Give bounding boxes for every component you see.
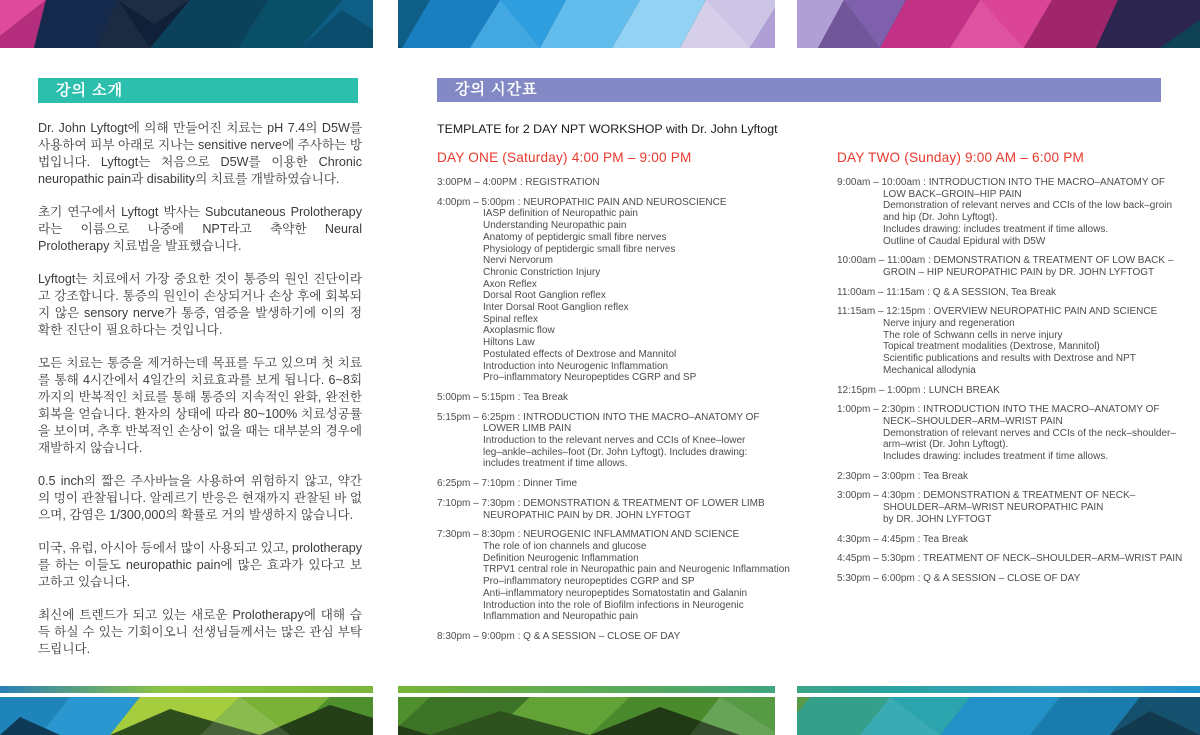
entry-time-title: 7:10pm – 7:30pm : DEMONSTRATION & TREATMENT OF LOWER LIMB <box>437 497 765 509</box>
entry-detail-line: Understanding Neuropathic pain <box>483 220 627 232</box>
schedule-entry <box>437 478 797 490</box>
bottom-gradient-strip <box>0 686 1200 693</box>
entry-time-title: 7:30pm – 8:30pm : NEUROGENIC INFLAMMATION AND SCIENCE <box>437 529 740 541</box>
entry-detail-line: Scientific publications and results with Dextrose and NPT <box>883 353 1136 365</box>
schedule-entry <box>837 490 1199 525</box>
entry-title-continuation: by DR. JOHN LYFTOGT <box>883 513 992 525</box>
intro-paragraphs <box>38 120 362 674</box>
day-two-heading: DAY TWO (Sunday) 9:00 AM – 6:00 PM <box>837 150 1085 165</box>
entry-title-continuation: NEUROPATHIC PAIN by DR. JOHN LYFTOGT <box>483 509 691 521</box>
entry-time-title: 3:00PM – 4:00PM : REGISTRATION <box>437 177 600 188</box>
entry-detail-line: Chronic Constriction Injury <box>483 266 601 278</box>
schedule-entry <box>837 177 1199 247</box>
entry-title-continuation: LOWER LIMB PAIN <box>483 423 572 435</box>
schedule-entry <box>837 255 1199 278</box>
schedule-entry <box>837 306 1199 376</box>
entry-detail-line: Demonstration of relevant nerves and CCIs of the neck–shoulder– <box>883 427 1176 439</box>
entry-time-title: 5:30pm – 6:00pm : Q & A SESSION – CLOSE OF DAY <box>837 572 1081 584</box>
entry-detail-line: Anti–inflammatory neuropeptides Somatostatin and Galanin <box>483 587 748 599</box>
polygon-art-top <box>0 0 1200 48</box>
entry-detail-line: Anatomy of peptidergic small fibre nerves <box>483 231 667 243</box>
fold-gap <box>373 0 398 48</box>
entry-time-title: 3:00pm – 4:30pm : DEMONSTRATION & TREATMENT OF NECK– <box>837 490 1136 502</box>
intro-section-title: 강의 소개 <box>56 82 124 99</box>
entry-detail-line: Pro–inflammatory Neuropeptides CGRP and SP <box>483 372 697 384</box>
schedule-entry <box>837 287 1199 299</box>
entry-detail-line: includes treatment if time allows. <box>483 458 628 470</box>
intro-paragraph: 미국, 유럽, 아시아 등에서 많이 사용되고 있고, prolotherapy를 하는 이들도 neuropathic pain에 많은 효과가 있다고 보고하고 있습니다. <box>38 541 362 589</box>
entry-time-title: 6:25pm – 7:10pm : Dinner Time <box>437 478 578 490</box>
schedule-entry <box>437 498 797 521</box>
entry-detail-line: Introduction into Neurogenic Inflammation <box>483 360 669 372</box>
entry-title-continuation: GROIN – HIP NEUROPATHIC PAIN by DR. JOHN LYFTOGT <box>883 266 1155 278</box>
entry-detail-line: Axoplasmic flow <box>483 325 555 337</box>
entry-detail-line: Outline of Caudal Epidural with D5W <box>883 235 1046 247</box>
entry-detail-line: Inflammation and Neuropathic pain <box>483 611 639 623</box>
entry-detail-line: The role of ion channels and glucose <box>483 540 647 552</box>
entry-detail-line: Pro–inflammatory neuropeptides CGRP and SP <box>483 576 695 588</box>
workshop-template-title: TEMPLATE for 2 DAY NPT WORKSHOP with Dr. John Lyftogt <box>437 122 778 136</box>
entry-time-title: 4:30pm – 4:45pm : Tea Break <box>837 533 969 545</box>
polygon-art-bottom <box>0 697 1200 735</box>
entry-detail-line: Dorsal Root Ganglion reflex <box>483 290 606 302</box>
schedule-entry <box>837 385 1199 397</box>
day-two-column <box>837 150 1199 593</box>
entry-time-title: 4:45pm – 5:30pm : TREATMENT OF NECK–SHOULDER–ARM–WRIST PAIN <box>837 553 1183 565</box>
entry-time-title: 10:00am – 11:00am : DEMONSTRATION & TREATMENT OF LOW BACK – <box>837 255 1174 267</box>
schedule-entry <box>437 529 797 623</box>
timetable-section-title: 강의 시간표 <box>455 81 538 98</box>
entry-title-continuation: NECK–SHOULDER–ARM–WRIST PAIN <box>883 415 1063 427</box>
schedule-entry <box>837 534 1199 546</box>
entry-time-title: 12:15pm – 1:00pm : LUNCH BREAK <box>837 384 1000 396</box>
schedule-entry <box>437 412 797 471</box>
entry-detail-line: Spinal reflex <box>483 313 539 325</box>
entry-detail-line: Introduction into the role of Biofilm infections in Neurogenic <box>483 599 744 611</box>
intro-paragraph: 최신에 트렌드가 되고 있는 새로운 Prolotherapy에 대해 습득 하실 수 있는 기회이오니 선생님들께서는 많은 관심 부탁드립니다. <box>38 608 362 656</box>
entry-detail-line: Axon Reflex <box>483 278 537 290</box>
entry-time-title: 9:00am – 10:00am : INTRODUCTION INTO THE MACRO–ANATOMY OF <box>837 177 1166 188</box>
intro-paragraph: 모든 치료는 통증을 제거하는데 목표를 두고 있으며 첫 치료를 통해 4시간에서 4일간의 치료효과를 보게 됩니다. 6~8회까지의 반복적인 치료를 통해 통증의 지속적인 완화, 완전한 회복을 얻습니다. 환자의 상태에 따라 80~100% 치료성공률을 보이며, 추후 반복적인 손상이 없을 때는 대부분의 경우에 재발하지 않습니다. <box>38 356 362 455</box>
entry-detail-line: Inter Dorsal Root Ganglion reflex <box>483 302 629 314</box>
entry-detail-line: Includes drawing: includes treatment if time allows. <box>883 223 1109 235</box>
entry-detail-line: leg–ankle–achiles–foot (Dr. John Lyftogt). Includes drawing: <box>483 446 748 458</box>
intro-paragraph: Lyftogt는 치료에서 가장 중요한 것이 통증의 원인 진단이라고 강조합니다. 통증의 원인이 손상되거나 손상 후에 회복되지 않은 sensory nerve가 통증, 염증을 발생하기에 이의 정확한 진단이 필요하다는 것입니다. <box>38 272 362 337</box>
entry-title-continuation: SHOULDER–ARM–WRIST NEUROPATHIC PAIN <box>883 502 1104 514</box>
schedule-entry <box>437 197 797 384</box>
entry-detail-line: Includes drawing: includes treatment if time allows. <box>883 451 1109 463</box>
entry-detail-line: Definition Neurogenic Inflammation <box>483 552 639 564</box>
entry-time-title: 5:15pm – 6:25pm : INTRODUCTION INTO THE MACRO–ANATOMY OF <box>437 411 760 423</box>
entry-detail-line: TRPV1 central role in Neuropathic pain and Neurogenic Inflammation <box>483 564 790 576</box>
day-one-heading: DAY ONE (Saturday) 4:00 PM – 9:00 PM <box>437 150 692 165</box>
entry-detail-line: Introduction to the relevant nerves and CCIs of Knee–lower <box>483 435 746 447</box>
fold-gap <box>373 686 398 735</box>
fold-gap <box>775 686 797 735</box>
entry-detail-line: The role of Schwann cells in nerve injury <box>883 329 1063 341</box>
intro-paragraph: Dr. John Lyftogt에 의해 만들어진 치료는 pH 7.4의 D5W를 사용하여 피부 아래로 지나는 sensitive nerve에 주사하는 방법입니다. Lyftogt는 처음으로 D5W를 이용한 Chronic neuropathic pain과 disability의 치료를 개발하였습니다. <box>38 121 362 186</box>
entry-time-title: 1:00pm – 2:30pm : INTRODUCTION INTO THE MACRO–ANATOMY OF <box>837 404 1160 416</box>
entry-time-title: 2:30pm – 3:00pm : Tea Break <box>837 470 969 482</box>
entry-detail-line: Mechanical allodynia <box>883 364 976 376</box>
entry-time-title: 11:15am – 12:15pm : OVERVIEW NEUROPATHIC PAIN AND SCIENCE <box>837 306 1158 318</box>
bottom-banner-polygon-art <box>0 686 1200 735</box>
intro-paragraph: 0.5 inch의 짧은 주사바늘을 사용하여 위험하지 않고, 약간의 멍이 관찰됩니다. 알레르기 반응은 현재까지 관찰된 바 없으며, 감염은 1/300,000의 확률로 거의 발생하지 않습니다. <box>38 474 362 522</box>
entry-detail-line: Topical treatment modalities (Dextrose, Mannitol) <box>883 341 1100 353</box>
entry-time-title: 8:30pm – 9:00pm : Q & A SESSION – CLOSE OF DAY <box>437 630 681 642</box>
schedule-entry <box>437 177 797 189</box>
top-banner-polygon-art <box>0 0 1200 48</box>
entry-detail-line: Nerve injury and regeneration <box>883 318 1015 330</box>
entry-detail-line: Nervi Nervorum <box>483 255 554 267</box>
intro-section-header <box>38 78 358 103</box>
entry-time-title: 4:00pm – 5:00pm : NEUROPATHIC PAIN AND NEUROSCIENCE <box>437 196 727 208</box>
entry-detail-line: arm–wrist (Dr. John Lyftogt). <box>883 439 1009 451</box>
day-two-entries <box>837 177 1199 585</box>
entry-title-continuation: LOW BACK–GROIN–HIP PAIN <box>883 188 1022 200</box>
fold-gap <box>775 0 797 48</box>
entry-detail-line: and hip (Dr. John Lyftogt). <box>883 212 998 224</box>
intro-paragraph: 초기 연구에서 Lyftogt 박사는 Subcutaneous Prolotherapy 라는 이름으로 나중에 NPT라고 축약한 Neural Prolotherapy 치료법을 발표했습니다. <box>38 205 362 253</box>
entry-detail-line: Postulated effects of Dextrose and Mannitol <box>483 348 677 360</box>
schedule-entry <box>437 631 797 643</box>
timetable-section-header <box>437 78 1161 102</box>
schedule-entry <box>837 553 1199 565</box>
entry-detail-line: Physiology of peptidergic small fibre nerves <box>483 243 676 255</box>
schedule-entry <box>837 573 1199 585</box>
schedule-entry <box>837 404 1199 463</box>
entry-detail-line: Demonstration of relevant nerves and CCIs of the low back–groin <box>883 200 1173 212</box>
entry-detail-line: Hiltons Law <box>483 337 535 349</box>
day-one-column <box>437 122 797 651</box>
schedule-entry <box>837 471 1199 483</box>
entry-time-title: 5:00pm – 5:15pm : Tea Break <box>437 391 569 403</box>
entry-detail-line: IASP definition of Neuropathic pain <box>483 208 638 220</box>
day-one-entries <box>437 177 797 643</box>
schedule-entry <box>437 392 797 404</box>
entry-time-title: 11:00am – 11:15am : Q & A SESSION, Tea Break <box>837 286 1057 298</box>
